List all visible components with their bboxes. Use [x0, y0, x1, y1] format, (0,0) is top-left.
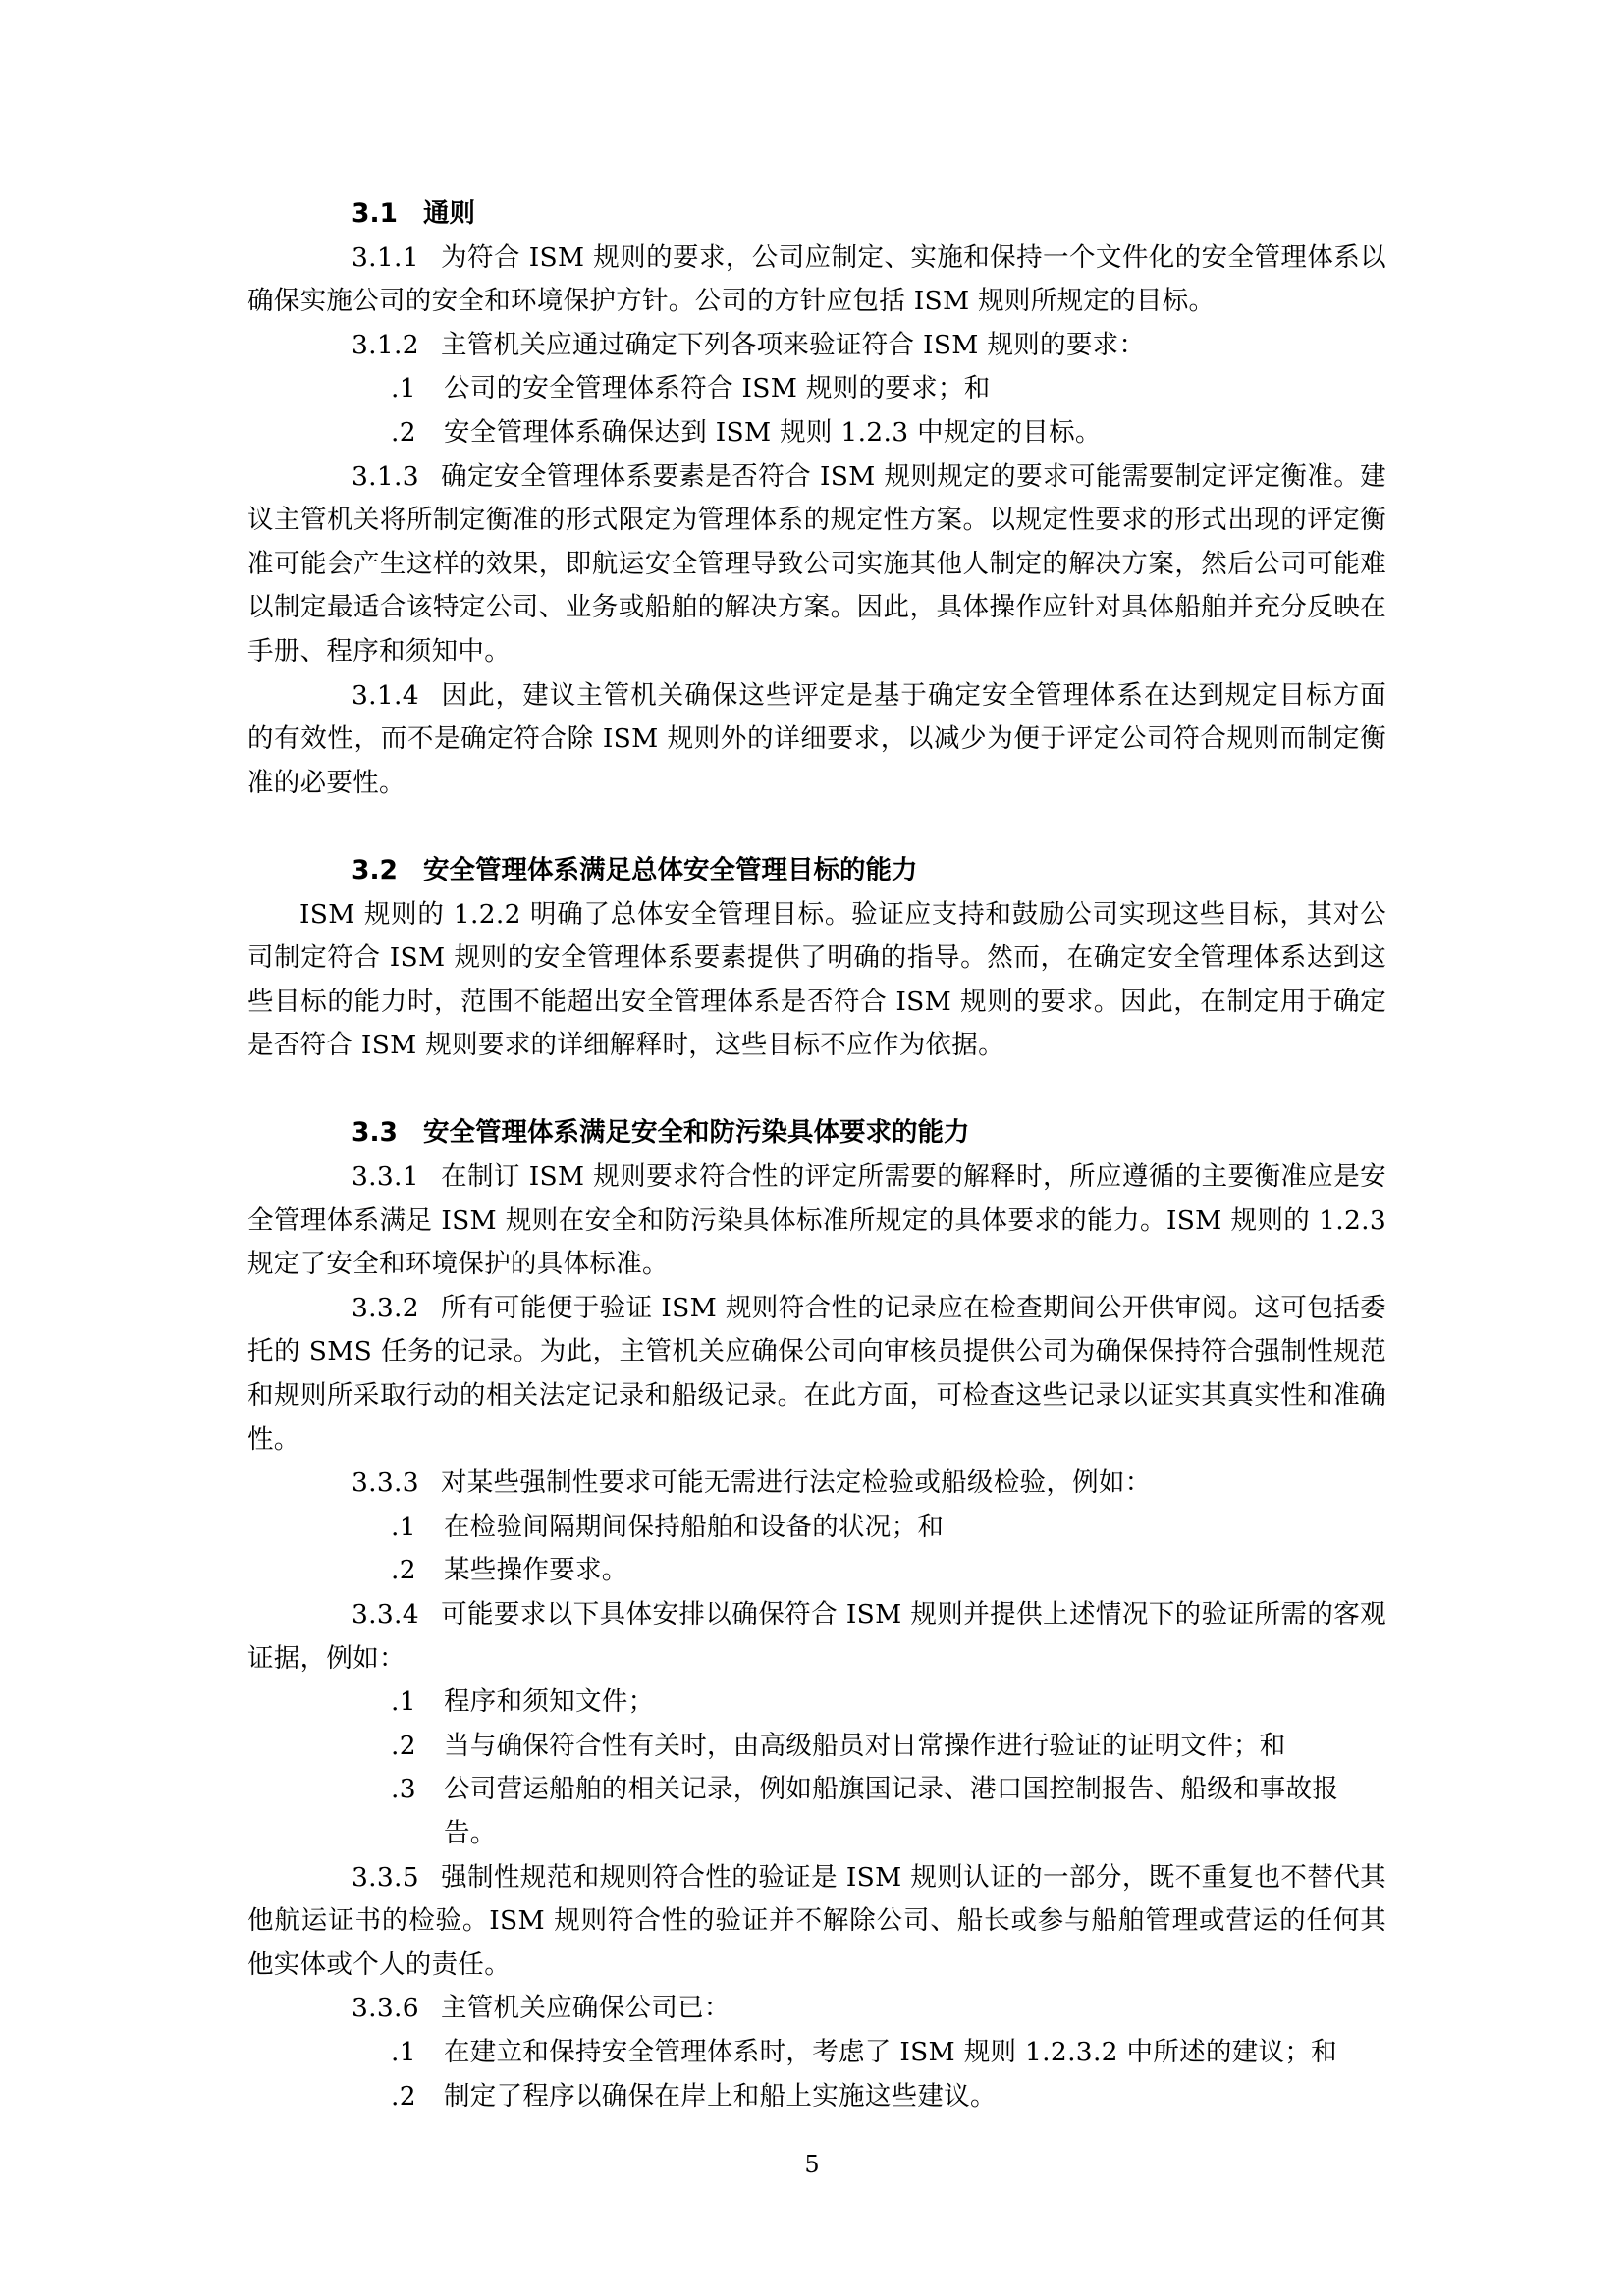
list-item-number: .2: [391, 1555, 416, 1586]
heading-number: 3.1: [352, 198, 398, 229]
paragraph-number: 3.3.2: [352, 1292, 419, 1323]
paragraph-text: 为符合 ISM 规则的要求，公司应制定、实施和保持一个文件化的安全管理体系以确保实施公司的安全和环境保护方针。公司的方针应包括 ISM 规则所规定的目标。: [247, 241, 1386, 317]
paragraph-number: 3.1.2: [352, 329, 419, 360]
list-item: [247, 411, 1386, 455]
paragraph-number: 3.3.5: [352, 1861, 419, 1893]
list-item: [247, 1549, 1386, 1593]
page-content: [247, 192, 1386, 2118]
list-item-number: .2: [391, 2080, 416, 2111]
paragraph-text: 在制订 ISM 规则要求符合性的评定所需要的解释时，所应遵循的主要衡准应是安全管理体系满足 ISM 规则在安全和防污染具体标准所规定的具体要求的能力。ISM 规则的 1.2.3 规定了安全和环境保护的具体标准。: [247, 1161, 1386, 1280]
list-item-number: .1: [391, 1686, 416, 1718]
section-spacer: [247, 1068, 1386, 1112]
paragraph-3-3-3: [247, 1462, 1386, 1506]
paragraph-number: 3.1.1: [352, 241, 419, 273]
list-item-text: 公司营运船舶的相关记录，例如船旗国记录、港口国控制报告、船级和事故报告。: [444, 1774, 1339, 1848]
heading-number: 3.2: [352, 854, 398, 885]
list-item-number: .3: [391, 1774, 416, 1805]
paragraph-number: 3.1.4: [352, 679, 419, 711]
list-item: [247, 1725, 1386, 1769]
paragraph-3-1-2: [247, 324, 1386, 368]
list-item-text: 安全管理体系确保达到 ISM 规则 1.2.3 中规定的目标。: [444, 416, 1102, 448]
paragraph-text: 因此，建议主管机关确保这些评定是基于确定安全管理体系在达到规定目标方面的有效性，而不是确定符合除 ISM 规则外的详细要求，以减少为便于评定公司符合规则而制定衡准的必要性。: [247, 679, 1386, 798]
paragraph-text: 可能要求以下具体安排以确保符合 ISM 规则并提供上述情况下的验证所需的客观证据，例如：: [247, 1599, 1386, 1674]
section-heading-3-1: [247, 192, 1386, 237]
list-item-number: .1: [391, 2036, 416, 2067]
paragraph-3-1-4: [247, 674, 1386, 806]
section-spacer: [247, 805, 1386, 849]
heading-number: 3.3: [352, 1117, 398, 1148]
paragraph-number: 3.3.6: [352, 1993, 419, 2024]
list-item-text: 程序和须知文件；: [444, 1686, 655, 1718]
paragraph-3-2: [247, 893, 1386, 1068]
list-item-number: .1: [391, 1511, 416, 1542]
list-item: [247, 1768, 1386, 1855]
paragraph-3-3-6: [247, 1987, 1386, 2031]
paragraph-3-3-4: [247, 1593, 1386, 1681]
list-item-text: 公司的安全管理体系符合 ISM 规则的要求；和: [444, 373, 991, 404]
heading-text: 安全管理体系满足总体安全管理目标的能力: [422, 854, 918, 885]
page-number: 5: [804, 2151, 820, 2178]
paragraph-text: ISM 规则的 1.2.2 明确了总体安全管理目标。验证应支持和鼓励公司实现这些目标，其对公司制定符合 ISM 规则的安全管理体系要素提供了明确的指导。然而，在确定安全管理体系达到这些目标的能力时，范围不能超出安全管理体系是否符合 ISM 规则的要求。因此，在制定用于确定是否符合 ISM 规则要求的详细解释时，这些目标不应作为依据。: [247, 898, 1386, 1061]
list-item: [247, 1681, 1386, 1725]
paragraph-3-3-5: [247, 1856, 1386, 1988]
paragraph-3-3-1: [247, 1155, 1386, 1287]
section-heading-3-3: [247, 1111, 1386, 1155]
list-item: [247, 1506, 1386, 1550]
paragraph-text: 所有可能便于验证 ISM 规则符合性的记录应在检查期间公开供审阅。这可包括委托的 SMS 任务的记录。为此，主管机关应确保公司向审核员提供公司为确保保持符合强制性规范和规则所采取行动的相关法定记录和船级记录。在此方面，可检查这些记录以证实其真实性和准确性。: [247, 1292, 1386, 1455]
list-item-number: .1: [391, 373, 416, 404]
list-item-number: .2: [391, 416, 416, 448]
list-item-text: 某些操作要求。: [444, 1555, 628, 1586]
paragraph-3-1-3: [247, 455, 1386, 674]
list-item-number: .2: [391, 1730, 416, 1761]
paragraph-number: 3.3.3: [352, 1468, 419, 1499]
list-item-text: 制定了程序以确保在岸上和船上实施这些建议。: [444, 2080, 997, 2111]
list-item-text: 在检验间隔期间保持船舶和设备的状况；和: [444, 1511, 945, 1542]
list-item-text: 当与确保符合性有关时，由高级船员对日常操作进行验证的证明文件；和: [444, 1730, 1286, 1761]
list-item-text: 在建立和保持安全管理体系时，考虑了 ISM 规则 1.2.3.2 中所述的建议；和: [444, 2036, 1337, 2067]
paragraph-number: 3.1.3: [352, 460, 419, 492]
paragraph-number: 3.3.4: [352, 1599, 419, 1629]
paragraph-3-3-2: [247, 1287, 1386, 1462]
paragraph-text: 对某些强制性要求可能无需进行法定检验或船级检验，例如：: [440, 1468, 1152, 1499]
heading-text: 通则: [422, 198, 475, 229]
paragraph-text: 强制性规范和规则符合性的验证是 ISM 规则认证的一部分，既不重复也不替代其他航运证书的检验。ISM 规则符合性的验证并不解除公司、船长或参与船舶管理或营运的任何其他实体或个人的责任。: [247, 1861, 1386, 1980]
paragraph-text: 主管机关应通过确定下列各项来验证符合 ISM 规则的要求：: [440, 329, 1146, 360]
heading-text: 安全管理体系满足安全和防污染具体要求的能力: [422, 1117, 970, 1148]
paragraph-number: 3.3.1: [352, 1161, 419, 1193]
paragraph-text: 主管机关应确保公司已：: [440, 1993, 731, 2024]
list-item: [247, 2031, 1386, 2075]
paragraph-3-1-1: [247, 237, 1386, 324]
list-item: [247, 367, 1386, 411]
section-heading-3-2: [247, 849, 1386, 893]
paragraph-text: 确定安全管理体系要素是否符合 ISM 规则规定的要求可能需要制定评定衡准。建议主管机关将所制定衡准的形式限定为管理体系的规定性方案。以规定性要求的形式出现的评定衡准可能会产生这样的效果，即航运安全管理导致公司实施其他人制定的解决方案，然后公司可能难以制定最适合该特定公司、业务或船舶的解决方案。因此，具体操作应针对具体船舶并充分反映在手册、程序和须知中。: [247, 460, 1386, 667]
list-item: [247, 2075, 1386, 2119]
